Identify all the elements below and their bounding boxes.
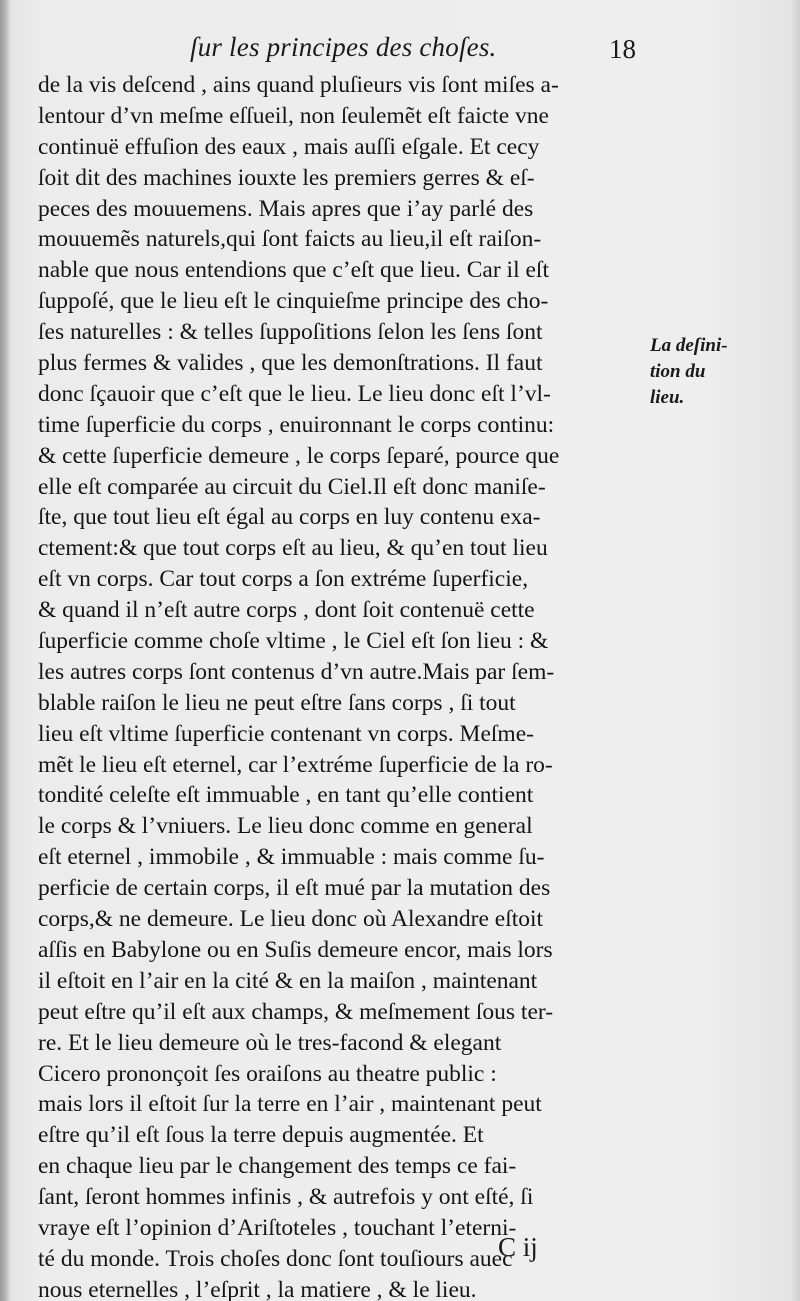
text-line: ſte, que tout lieu eſt égal au corps en luy contenu exa- [38, 504, 541, 531]
gutter-shadow [0, 0, 10, 1301]
text-line: nable que nous entendions que c’eſt que lieu. Car il eſt [38, 257, 549, 284]
text-line: nous eternelles , l’eſprit , la matiere , & le lieu. [38, 1276, 477, 1301]
text-line: mẽt le lieu eſt eternel, car l’extréme ſuperficie de la ro- [38, 751, 553, 778]
text-line: lieu eſt vltime ſuperficie contenant vn corps. Meſme- [38, 720, 534, 747]
text-line: time ſuperficie du corps , enuironnant le corps continu: [38, 411, 555, 438]
text-line: les autres corps ſont contenus d’vn autre.Mais par ſem- [38, 658, 555, 685]
text-line: & cette ſuperficie demeure , le corps ſeparé, pource que [38, 442, 560, 469]
text-line: de la vis deſcend , ains quand pluſieurs vis ſont miſes a- [38, 72, 559, 98]
signature-mark: C ij [498, 1232, 538, 1262]
text-line: perficie de certain corps, il eſt mué par la mutation des [38, 875, 551, 902]
text-line: en chaque lieu par le changement des temps ce fai- [38, 1153, 517, 1180]
text-line: donc ſçauoir que c’eſt que le lieu. Le lieu donc eſt l’vl- [38, 380, 551, 407]
text-line: le corps & l’vniuers. Le lieu donc comme en general [38, 813, 533, 840]
marginal-note-line: La deſini- [650, 335, 728, 356]
text-line: eſtre qu’il eſt ſous la terre depuis augmentée. Et [38, 1122, 484, 1149]
text-line: & quand il n’eſt autre corps , dont ſoit contenuë cette [38, 597, 535, 624]
text-line: ſoit dit des machines iouxte les premiers gerres & eſ- [38, 164, 535, 191]
body-text [38, 70, 650, 1301]
text-line: corps,& ne demeure. Le lieu donc où Alexandre eſtoit [38, 906, 544, 933]
text-line: elle eſt comparée au circuit du Ciel.Il eſt donc maniſe- [38, 473, 546, 500]
text-line: lentour d’vn meſme eſſueil, non ſeulemẽt eſt faicte vne [38, 102, 549, 129]
page-header [190, 28, 660, 68]
text-line: tondité celeſte eſt immuable , en tant qu’elle contient [38, 782, 534, 809]
marginal-note-line: tion du [650, 361, 706, 382]
text-line: continuë effuſion des eaux , mais auſſi eſgale. Et cecy [38, 133, 540, 160]
text-line: vraye eſt l’opinion d’Ariſtoteles , touchant l’eterni- [38, 1214, 517, 1241]
text-line: aſſis en Babylone ou en Suſis demeure encor, mais lors [38, 936, 553, 963]
text-line: ſuperficie comme choſe vltime , le Ciel eſt ſon lieu : & [38, 628, 549, 655]
text-line: mouuemẽs naturels,qui ſont faicts au lieu,il eſt raiſon- [38, 226, 542, 253]
text-line: eſt eternel , immobile , & immuable : mais comme ſu- [38, 844, 545, 871]
text-line: il eſtoit en l’air en la cité & en la maiſon , maintenant [38, 967, 538, 994]
text-line: plus fermes & valides , que les demonſtrations. Il faut [38, 350, 543, 377]
text-line: blable raiſon le lieu ne peut eſtre ſans corps , ſi tout [38, 689, 516, 716]
text-line: ſant, ſeront hommes infinis , & autrefois y ont eſté, ſi [38, 1184, 534, 1211]
marginal-note [650, 333, 790, 411]
text-line: mais lors il eſtoit ſur la terre en l’air , maintenant peut [38, 1091, 542, 1118]
text-line: ſuppoſé, que le lieu eſt le cinquieſme principe des cho- [38, 288, 549, 315]
text-line: ſes naturelles : & telles ſuppoſitions ſelon les ſens ſont [38, 319, 543, 346]
text-line: ctement:& que tout corps eſt au lieu, & qu’en tout lieu [38, 535, 548, 562]
text-line: re. Et le lieu demeure où le tres-facond & elegant [38, 1029, 502, 1056]
marginal-note-line: lieu. [650, 387, 685, 408]
page-number: 18 [609, 34, 636, 64]
text-line: peut eſtre qu’il eſt aux champs, & meſmement ſous ter- [38, 998, 554, 1025]
text-line: peces des mouuemens. Mais apres que i’ay parlé des [38, 195, 534, 222]
running-head: ſur les principes des choſes. [190, 32, 497, 62]
text-line: té du monde. Trois choſes donc ſont touſiours auec [38, 1245, 513, 1272]
text-line: eſt vn corps. Car tout corps a ſon extréme ſuperficie, [38, 566, 529, 593]
text-line: Cicero prononçoit ſes oraiſons au theatre public : [38, 1060, 497, 1087]
